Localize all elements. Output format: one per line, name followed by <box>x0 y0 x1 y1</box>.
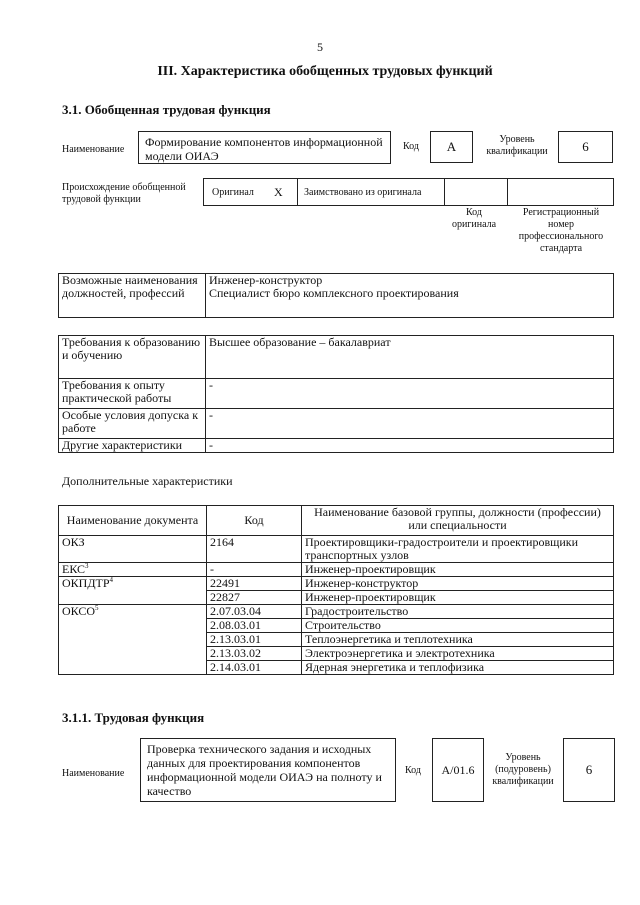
okso-doc-label: ОКСО <box>62 604 96 618</box>
positions-table <box>58 273 614 318</box>
tf-level-value: 6 <box>563 738 615 802</box>
okso-doc <box>59 605 207 675</box>
tf-name-label: Наименование <box>62 768 125 779</box>
positions-label: Возможные наименования должностей, профессий <box>59 274 206 318</box>
col-doc-header: Наименование документа <box>59 506 207 536</box>
okso-code: 2.13.03.02 <box>207 647 302 661</box>
okso-name: Градостроительство <box>302 605 614 619</box>
okpdtr-doc <box>59 577 207 605</box>
eks-doc <box>59 563 207 577</box>
req-admission-label: Особые условия допуска к работе <box>59 409 206 439</box>
gtf-heading: 3.1. Обобщенная трудовая функция <box>62 102 271 117</box>
gtf-origin-label: Происхождение обобщенной трудовой функции <box>62 182 186 205</box>
req-experience-label: Требования к опыту практической работы <box>59 379 206 409</box>
section-title: III. Характеристика обобщенных трудовых функций <box>157 64 493 79</box>
okpdtr-doc-label: ОКПДТР <box>62 576 110 590</box>
okso-name: Ядерная энергетика и теплофизика <box>302 661 614 675</box>
tf-level-label: Уровень (подуровень) квалификации <box>492 752 554 787</box>
col-name-header: Наименование базовой группы, должности (профессии) или специальности <box>302 506 614 536</box>
okz-doc: ОКЗ <box>59 536 207 563</box>
gtf-origin-borrowed: Заимствовано из оригинала <box>304 187 422 198</box>
eks-footnote: 3 <box>85 562 89 570</box>
additional-table <box>58 505 614 675</box>
okpdtr-name: Инженер-конструктор <box>302 577 614 591</box>
req-admission-value: - <box>206 409 614 439</box>
okso-name: Электроэнергетика и электротехника <box>302 647 614 661</box>
okpdtr-code: 22491 <box>207 577 302 591</box>
tf-code-value: А/01.6 <box>432 738 484 802</box>
req-education-value: Высшее образование – бакалавриат <box>206 336 614 379</box>
positions-values <box>206 274 614 318</box>
gtf-level-value: 6 <box>558 131 613 163</box>
eks-code: - <box>207 563 302 577</box>
tf-heading: 3.1.1. Трудовая функция <box>62 710 205 725</box>
okso-code: 2.14.03.01 <box>207 661 302 675</box>
okso-name: Строительство <box>302 619 614 633</box>
additional-heading: Дополнительные характеристики <box>62 474 233 488</box>
okso-name: Теплоэнергетика и теплотехника <box>302 633 614 647</box>
gtf-level-label: Уровень квалификации <box>486 134 548 157</box>
req-education-label: Требования к образованию и обучению <box>59 336 206 379</box>
gtf-origin-original: Оригинал <box>212 187 254 198</box>
okso-code: 2.13.03.01 <box>207 633 302 647</box>
col-code-header: Код <box>207 506 302 536</box>
gtf-name-value: Формирование компонентов информационной модели ОИАЭ <box>138 131 391 164</box>
okpdtr-footnote: 4 <box>109 576 114 584</box>
gtf-code-label: Код <box>403 141 419 152</box>
okpdtr-name: Инженер-проектировщик <box>302 591 614 605</box>
eks-doc-label: ЕКС <box>62 562 86 576</box>
requirements-table <box>58 335 614 453</box>
okz-name: Проектировщики-градостроители и проектировщики транспортных узлов <box>302 536 614 563</box>
okz-code: 2164 <box>207 536 302 563</box>
gtf-name-label: Наименование <box>62 144 125 155</box>
okpdtr-code: 22827 <box>207 591 302 605</box>
req-other-label: Другие характеристики <box>59 439 206 453</box>
req-other-value: - <box>206 439 614 453</box>
req-experience-value: - <box>206 379 614 409</box>
position-item: Инженер-конструктор <box>209 273 323 287</box>
okso-footnote: 5 <box>95 604 99 612</box>
gtf-code-value: А <box>430 131 473 163</box>
okso-code: 2.08.03.01 <box>207 619 302 633</box>
gtf-origin-mark: X <box>274 185 283 199</box>
gtf-origin-reg-caption: Регистрационный номер профессионального стандарта <box>518 207 604 254</box>
tf-name-value: Проверка технического задания и исходных данных для проектирования компонентов информационной модели ОИАЭ на полноту и качество <box>140 738 396 802</box>
eks-name: Инженер-проектировщик <box>302 563 614 577</box>
gtf-origin-table <box>203 178 614 206</box>
position-item: Специалист бюро комплексного проектирования <box>209 286 459 300</box>
gtf-origin-code-caption: Код оригинала <box>451 207 497 230</box>
page-number: 5 <box>317 40 323 54</box>
tf-code-label: Код <box>405 765 421 776</box>
okso-code: 2.07.03.04 <box>207 605 302 619</box>
